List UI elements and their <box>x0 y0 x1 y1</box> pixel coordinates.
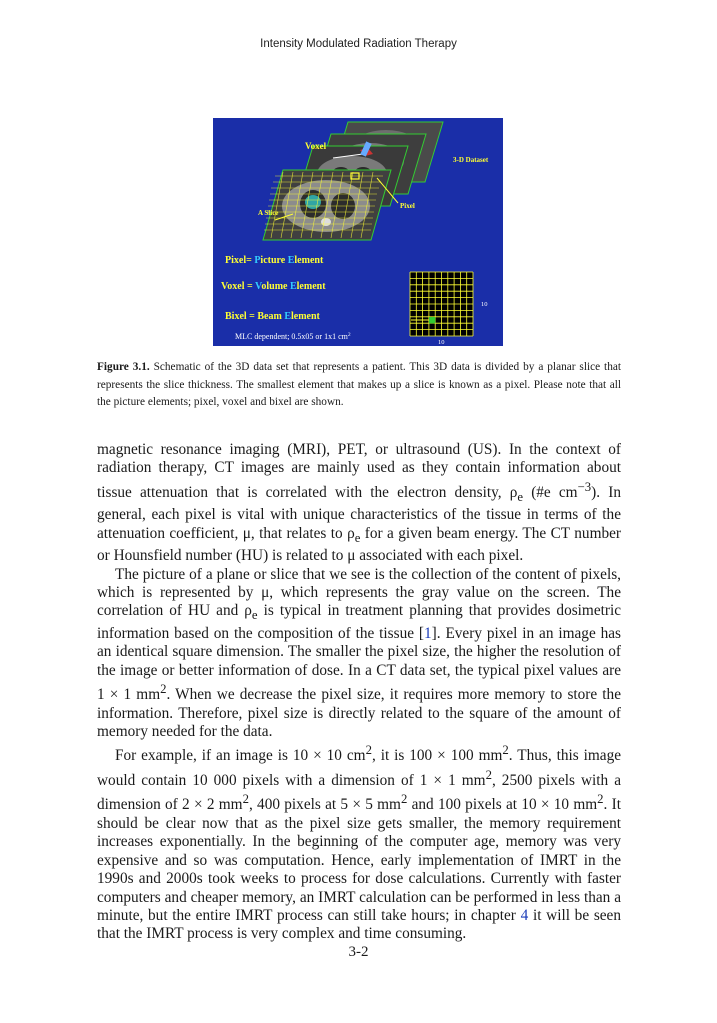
grid-count-bottom: 10 <box>438 339 445 346</box>
body-text <box>97 441 621 944</box>
mlc-note: MLC dependent; 0.5x05 or 1x1 $cm^2$ <box>235 332 351 341</box>
page-number: 3-2 <box>348 944 369 960</box>
label-3d-dataset: 3-D Dataset <box>453 156 489 164</box>
bixel-definition: Bixel = Beam Element <box>225 311 320 322</box>
paragraph-2: The picture of a plane or slice that we see is the collection of the content of pixels, which is represented by μ, which represents the gray value on the screen. The correlation of HU and $\rho_e$ is typical in treatment planning that provides dosimetric information based on the composition of the tissue [1]. Every pixel in an image has an identical square dimension. The smaller the pixel size, the higher the resolution of the image or better information of dose. In a CT data set, the typical pixel values are 1 × 1 $mm^2$. When we decrease the pixel size, it requires more memory to store the information. Therefore, pixel size is directly related to the square of the amount of memory needed for the data. <box>97 565 622 741</box>
figure-3-1-image <box>213 118 503 346</box>
voxel-definition: Voxel = Volume Element <box>221 281 326 292</box>
chapter-4-link[interactable]: 4 <box>520 906 529 924</box>
paragraph-1: magnetic resonance imaging (MRI), PET, or ultrasound (US). In the context of radiation therapy, CT images are mainly used as they contain information about tissue attenuation that is correlated with the electron density, $\rho_e$ (#e $cm^{-3}$). In general, each pixel is vital with unique characteristics of the tissue in terms of the attenuation coefficient, μ, that relates to $\rho_e$ for a given beam energy. The CT number or Hounsfield number (HU) is related to μ associated with each pixel. <box>97 441 621 565</box>
front-slice <box>263 170 391 240</box>
figure-label: Figure 3.1. <box>97 361 150 373</box>
label-voxel: Voxel <box>305 141 327 151</box>
grid-count-right: 10 <box>481 301 488 308</box>
reference-link-1[interactable]: 1 <box>424 624 432 642</box>
figure-illustration <box>213 118 503 346</box>
bixel-grid <box>410 272 473 336</box>
caption-text: Schematic of the 3D data set that represents a patient. This 3D data is divided by a planar slice that represents the slice thickness. The smallest element that makes up a slice is known as a pixel. Please note that all the picture elements; pixel, voxel and bixel are shown. <box>97 361 621 408</box>
label-a-slice: A Slice <box>258 209 279 217</box>
label-pixel: Pixel <box>400 202 415 210</box>
running-header: Intensity Modulated Radiation Therapy <box>260 38 457 50</box>
figure-caption <box>97 359 621 412</box>
pixel-definition: Pixel= Picture Element <box>225 255 324 266</box>
paragraph-3: For example, if an image is 10 × 10 $cm^2$, it is 100 × 100 $mm^2$. Thus, this image would contain 10 000 pixels with a dimension of 1 × 1 $mm^2$, 2500 pixels with a dimension of 2 × 2 $mm^2$, 400 pixels at 5 × 5 $mm^2$ and 100 pixels at 10 × 10 $mm^2$. It should be clear now that as the pixel size gets smaller, the memory requirement increases exponentially. In the beginning of the computer age, memory was very expensive and so was computation. Hence, early implementation of IMRT in the 1990s and 2000s took weeks to process for dose calculations. Currently with faster computers and cheaper memory, an IMRT calculation can be performed in less than a minute, but the entire IMRT process can still take hours; in chapter 4 it will be seen that the IMRT process is very complex and time consuming. <box>97 743 622 943</box>
